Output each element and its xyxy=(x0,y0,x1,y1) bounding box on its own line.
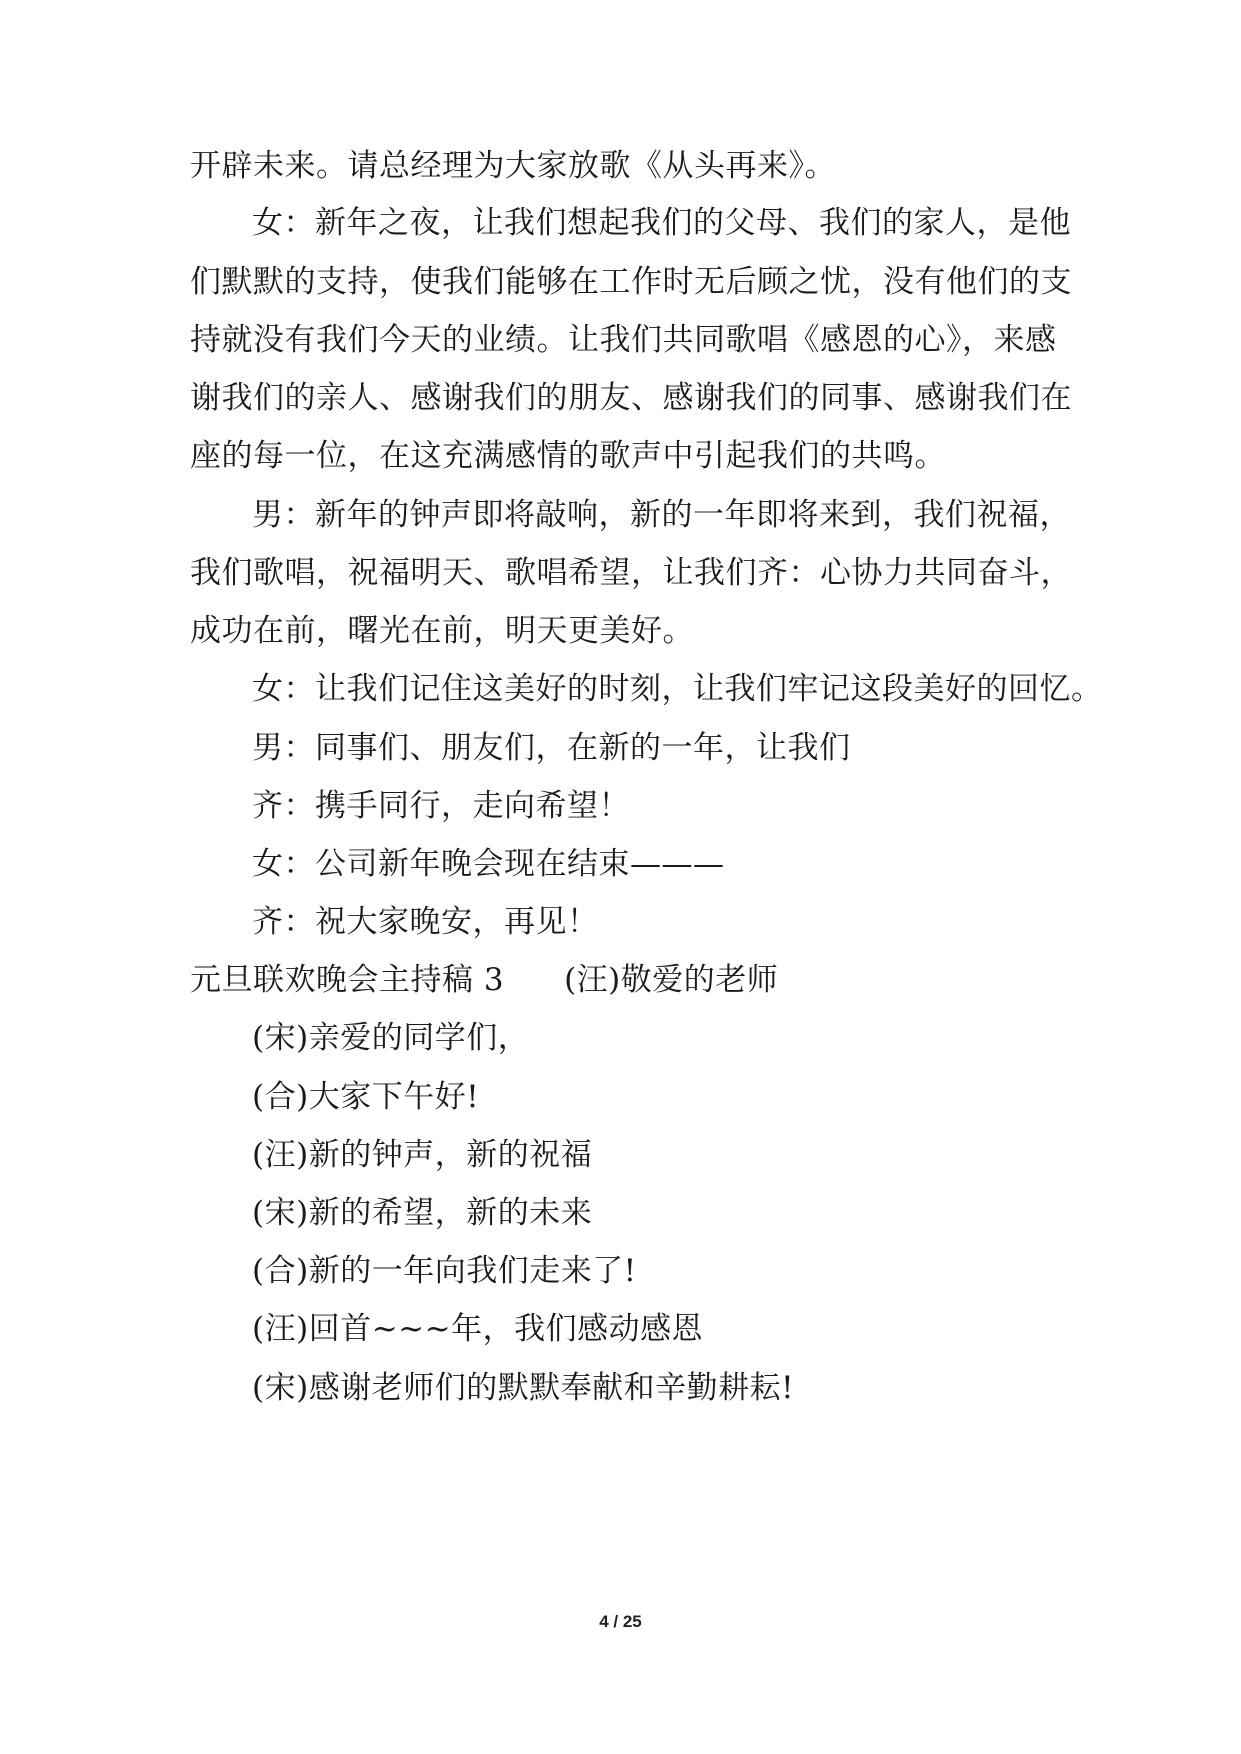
paragraph-line: 齐：祝大家晚安，再见！ xyxy=(252,904,599,940)
dialogue-line: (汪)新的钟声，新的祝福 xyxy=(252,1137,593,1173)
paragraph-line: 开辟未来。请总经理为大家放歌《从头再来》。 xyxy=(190,148,836,184)
paragraph-line: 持就没有我们今天的业绩。让我们共同歌唱《感恩的心》，来感 xyxy=(190,322,1057,358)
dialogue-line: (汪)回首~~~年，我们感动感恩 xyxy=(252,1311,704,1347)
paragraph-line: 男：同事们、朋友们，在新的一年，让我们 xyxy=(252,730,851,766)
dialogue-line: (汪)敬爱的老师 xyxy=(564,962,779,998)
dialogue-line: (宋)新的希望，新的未来 xyxy=(252,1195,593,1231)
paragraph-line: 齐：携手同行，走向希望！ xyxy=(252,788,630,824)
page-number: 4 / 25 xyxy=(599,1612,642,1631)
paragraph-line: 谢我们的亲人、感谢我们的朋友、感谢我们的同事、感谢我们在 xyxy=(190,380,1072,416)
dialogue-line: (合)大家下午好! xyxy=(252,1079,480,1115)
paragraph-line: 座的每一位，在这充满感情的歌声中引起我们的共鸣。 xyxy=(190,438,946,474)
paragraph-line: 男：新年的钟声即将敲响，新的一年即将来到，我们祝福， xyxy=(252,497,1071,533)
paragraph-line: 们默默的支持，使我们能够在工作时无后顾之忧，没有他们的支 xyxy=(190,264,1072,300)
section-heading-line xyxy=(190,960,778,1000)
dialogue-line: (合)新的一年向我们走来了! xyxy=(252,1253,637,1289)
paragraph-line: 女：公司新年晚会现在结束——— xyxy=(252,846,725,882)
paragraph-line: 我们歌唱，祝福明天、歌唱希望，让我们齐：心协力共同奋斗， xyxy=(190,555,1072,591)
paragraph-line: 成功在前，曙光在前，明天更美好。 xyxy=(190,613,694,649)
dialogue-line: (宋)感谢老师们的默默奉献和辛勤耕耘! xyxy=(252,1370,795,1406)
section-title: 元旦联欢晚会主持稿 3 xyxy=(190,962,505,998)
dialogue-line: (宋)亲爱的同学们， xyxy=(252,1020,530,1056)
paragraph-line: 女：让我们记住这美好的时刻，让我们牢记这段美好的回忆。 xyxy=(252,671,1103,707)
paragraph-line: 女：新年之夜，让我们想起我们的父母、我们的家人，是他 xyxy=(252,205,1071,241)
